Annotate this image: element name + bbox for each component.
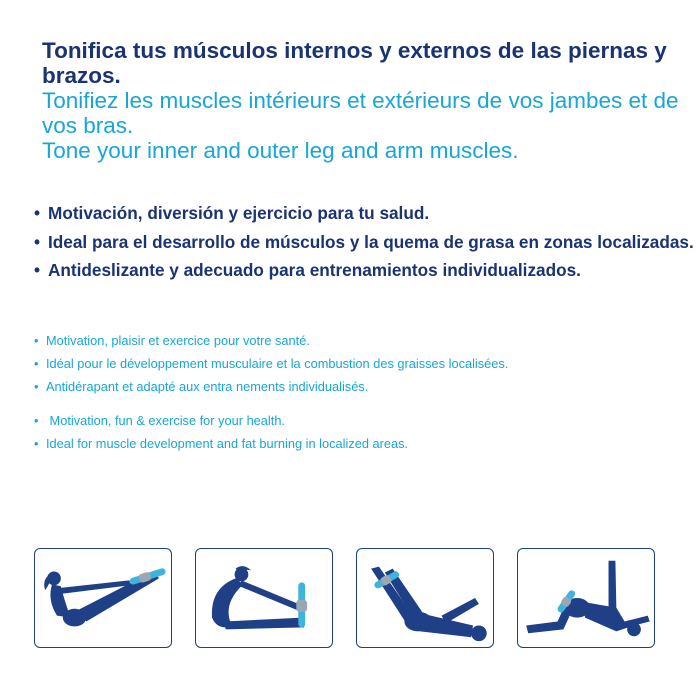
bullet-text: Motivation, plaisir et exercice pour votre santé. (46, 333, 310, 348)
bullet-text: Ideal for muscle development and fat burning in localized areas. (46, 436, 409, 451)
bullet-text: Antidérapant et adapté aux entra nements individualisés. (46, 379, 369, 394)
bridge-exercise-icon (518, 549, 654, 647)
bullet-glyph: • (34, 356, 39, 371)
exercise-panel-1 (34, 548, 172, 648)
list-item (34, 409, 674, 432)
v-sit-exercise-icon (35, 549, 171, 647)
bullet-glyph: • (34, 379, 39, 394)
en-bullet-list (34, 409, 674, 455)
list-item (34, 432, 674, 455)
bullet-glyph: • (34, 231, 41, 252)
list-item (34, 256, 694, 285)
bullet-text: Motivación, diversión y ejercicio para tu salud. (48, 203, 430, 223)
exercise-panels (34, 548, 674, 650)
bullet-glyph: • (34, 333, 39, 348)
headline-en: Tone your inner and outer leg and arm muscles. (42, 138, 519, 163)
fr-bullet-list (34, 329, 674, 398)
bullet-text: Ideal para el desarrollo de músculos y la quema de grasa en zonas localizadas. (48, 231, 694, 252)
bullet-text: Antideslizante y adecuado para entrenamientos individualizados. (48, 260, 581, 280)
bullet-text: Motivation, fun & exercise for your health. (46, 413, 285, 428)
exercise-panel-4 (517, 548, 655, 648)
seated-forward-bend-exercise-icon (196, 549, 332, 647)
headline-es: Tonifica tus músculos internos y externos de las piernas y brazos. (42, 38, 667, 88)
headline-fr: Tonifiez les muscles intérieurs et extérieurs de vos jambes et de vos bras. (42, 88, 679, 138)
bullet-glyph: • (34, 203, 41, 223)
list-item (34, 352, 674, 375)
leg-raise-exercise-icon (357, 549, 493, 647)
bullet-text: Idéal pour le développement musculaire et la combustion des graisses localisées. (46, 356, 509, 371)
es-bullet-list (34, 199, 694, 285)
headline (42, 38, 682, 163)
list-item (34, 199, 694, 228)
bullet-glyph: • (34, 413, 39, 428)
list-item (34, 228, 694, 257)
bullet-glyph: • (34, 436, 39, 451)
exercise-panel-2 (195, 548, 333, 648)
list-item (34, 329, 674, 352)
exercise-panel-3 (356, 548, 494, 648)
list-item (34, 375, 674, 398)
bullet-glyph: • (34, 260, 41, 280)
